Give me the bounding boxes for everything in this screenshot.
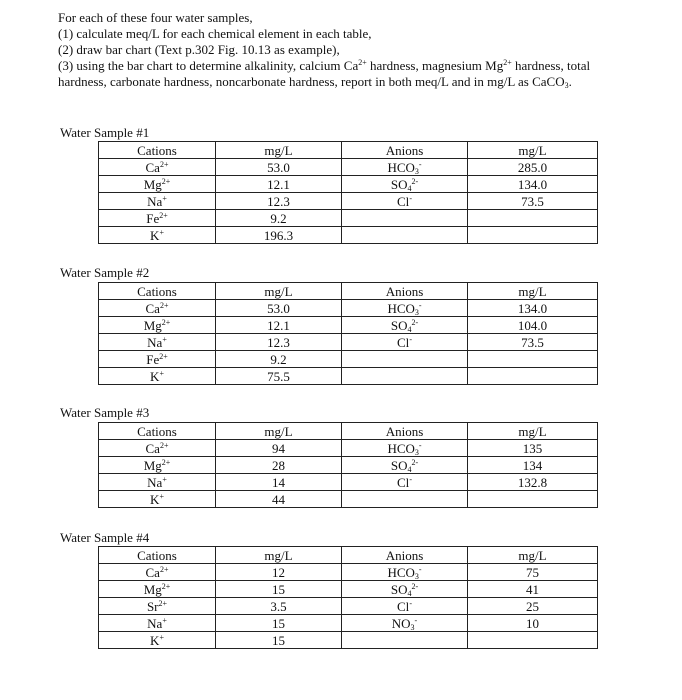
- cation-mgl-cell: 12.1: [216, 317, 342, 334]
- cation-symbol: Ca: [145, 159, 160, 175]
- header-anions: Anions: [342, 423, 468, 440]
- table-header-row: [99, 547, 598, 564]
- cation-charge: 2+: [159, 300, 169, 310]
- anion-symbol: HCO: [387, 159, 415, 175]
- cation-symbol: Ca: [145, 440, 160, 456]
- header-anions: Anions: [342, 547, 468, 564]
- cation-symbol: K: [150, 491, 160, 507]
- anion-subscript: 3: [410, 622, 415, 632]
- table-header-row: [99, 423, 598, 440]
- instruction-line-1: For each of these four water samples,: [58, 10, 253, 25]
- anion-mgl-cell: 25: [468, 598, 598, 615]
- table-row: [99, 632, 598, 649]
- cation-cell: [99, 581, 216, 598]
- anion-charge: -: [409, 598, 412, 608]
- cation-charge: 2+: [159, 440, 169, 450]
- anion-mgl-cell: 104.0: [468, 317, 598, 334]
- sample-table: [98, 422, 598, 508]
- cation-cell: [99, 210, 216, 227]
- anion-cell: [342, 564, 468, 581]
- cation-symbol: Ca: [145, 300, 160, 316]
- anion-symbol: NO: [391, 615, 411, 631]
- cation-symbol: Na: [147, 193, 163, 209]
- cation-charge: 2+: [159, 351, 168, 361]
- anion-symbol: HCO: [387, 440, 415, 456]
- cation-cell: [99, 632, 216, 649]
- cation-symbol: Mg: [143, 457, 162, 473]
- cation-cell: [99, 474, 216, 491]
- anion-charge: -: [418, 564, 422, 574]
- cation-mgl-cell: 3.5: [216, 598, 342, 615]
- cation-mgl-cell: 12: [216, 564, 342, 581]
- anion-mgl-cell: [468, 227, 598, 244]
- anion-symbol: SO: [390, 317, 408, 333]
- anion-mgl-cell: [468, 491, 598, 508]
- anion-cell: [342, 474, 468, 491]
- cation-cell: [99, 598, 216, 615]
- cation-cell: [99, 300, 216, 317]
- cation-mgl-cell: 15: [216, 615, 342, 632]
- anion-mgl-cell: 10: [468, 615, 598, 632]
- cation-cell: [99, 193, 216, 210]
- anion-mgl-cell: [468, 632, 598, 649]
- cation-cell: [99, 317, 216, 334]
- header-cation-mgl: mg/L: [216, 423, 342, 440]
- cation-symbol: Fe: [146, 351, 160, 367]
- anion-cell: [342, 317, 468, 334]
- table-row: [99, 193, 598, 210]
- anion-cell: [342, 598, 468, 615]
- table-row: [99, 159, 598, 176]
- table-row: [99, 457, 598, 474]
- anion-symbol: Cl: [397, 334, 410, 350]
- table-row: [99, 615, 598, 632]
- anion-symbol: SO: [390, 457, 408, 473]
- header-anion-mgl: mg/L: [468, 423, 598, 440]
- anion-subscript: 4: [407, 183, 412, 193]
- cation-mgl-cell: 44: [216, 491, 342, 508]
- anion-symbol: SO: [390, 176, 408, 192]
- anion-charge: -: [418, 440, 422, 450]
- anion-mgl-cell: 134.0: [468, 176, 598, 193]
- cation-mgl-cell: 15: [216, 581, 342, 598]
- cation-symbol: Na: [147, 474, 163, 490]
- anion-cell: [342, 227, 468, 244]
- anion-cell: [342, 632, 468, 649]
- sample-table: [98, 282, 598, 385]
- anion-cell: [342, 193, 468, 210]
- header-anion-mgl: mg/L: [468, 547, 598, 564]
- table-row: [99, 564, 598, 581]
- anion-cell: [342, 176, 468, 193]
- cation-mgl-cell: 12.1: [216, 176, 342, 193]
- instruction-line-3: (2) draw bar chart (Text p.302 Fig. 10.13 as example),: [58, 42, 340, 57]
- anion-charge: -: [418, 300, 422, 310]
- anion-cell: [342, 210, 468, 227]
- anion-cell: [342, 581, 468, 598]
- header-cations: Cations: [99, 547, 216, 564]
- instruction-line-5: hardness, carbonate hardness, noncarbonate hardness, report in both meq/L and in mg/L as CaCO$_3$.: [58, 74, 572, 90]
- cation-mgl-cell: 9.2: [216, 351, 342, 368]
- anion-mgl-cell: 285.0: [468, 159, 598, 176]
- cation-cell: [99, 457, 216, 474]
- anion-charge: -: [409, 474, 412, 484]
- header-cations: Cations: [99, 142, 216, 159]
- anion-mgl-cell: [468, 368, 598, 385]
- cation-charge: 2+: [159, 210, 168, 220]
- header-cation-mgl: mg/L: [216, 142, 342, 159]
- cation-mgl-cell: 12.3: [216, 334, 342, 351]
- header-anion-mgl: mg/L: [468, 283, 598, 300]
- cation-charge: +: [162, 334, 167, 344]
- anion-subscript: 4: [407, 464, 412, 474]
- anion-cell: [342, 491, 468, 508]
- table-row: [99, 474, 598, 491]
- assignment-instructions: [58, 10, 678, 90]
- cation-mgl-cell: 28: [216, 457, 342, 474]
- sample-title: Water Sample #2: [60, 265, 150, 280]
- header-cation-mgl: mg/L: [216, 547, 342, 564]
- anion-charge: 2-: [411, 581, 419, 591]
- anion-mgl-cell: [468, 351, 598, 368]
- cation-cell: [99, 615, 216, 632]
- cation-symbol: K: [150, 227, 160, 243]
- cation-charge: +: [162, 474, 167, 484]
- header-anions: Anions: [342, 142, 468, 159]
- anion-subscript: 3: [414, 307, 419, 317]
- instruction-line-2: (1) calculate meq/L for each chemical element in each table,: [58, 26, 372, 41]
- cation-mgl-cell: 12.3: [216, 193, 342, 210]
- cation-charge: 2+: [159, 159, 169, 169]
- table-row: [99, 598, 598, 615]
- cation-cell: [99, 564, 216, 581]
- cation-mgl-cell: 196.3: [216, 227, 342, 244]
- cation-cell: [99, 159, 216, 176]
- cation-charge: 2+: [161, 176, 171, 186]
- sample-title: Water Sample #3: [60, 405, 150, 420]
- table-header-row: [99, 142, 598, 159]
- table-row: [99, 176, 598, 193]
- table-row: [99, 317, 598, 334]
- cation-symbol: Mg: [143, 581, 162, 597]
- anion-symbol: Cl: [397, 474, 410, 490]
- anion-subscript: 3: [414, 447, 419, 457]
- table-row: [99, 300, 598, 317]
- cation-charge: +: [159, 491, 164, 501]
- cation-mgl-cell: 9.2: [216, 210, 342, 227]
- anion-mgl-cell: 41: [468, 581, 598, 598]
- cation-charge: 2+: [161, 457, 171, 467]
- cation-symbol: Fe: [146, 210, 160, 226]
- anion-cell: [342, 334, 468, 351]
- cation-symbol: Na: [147, 334, 163, 350]
- anion-charge: -: [409, 334, 412, 344]
- sample-title: Water Sample #1: [60, 125, 150, 140]
- anion-cell: [342, 368, 468, 385]
- header-anion-mgl: mg/L: [468, 142, 598, 159]
- anion-mgl-cell: 135: [468, 440, 598, 457]
- cation-cell: [99, 227, 216, 244]
- cation-mgl-cell: 53.0: [216, 159, 342, 176]
- anion-mgl-cell: 73.5: [468, 334, 598, 351]
- anion-subscript: 3: [414, 166, 419, 176]
- anion-mgl-cell: 132.8: [468, 474, 598, 491]
- anion-charge: 2-: [411, 457, 419, 467]
- cation-symbol: Na: [147, 615, 163, 631]
- table-row: [99, 368, 598, 385]
- cation-charge: +: [159, 632, 164, 642]
- sample-table: [98, 546, 598, 649]
- anion-mgl-cell: 134: [468, 457, 598, 474]
- anion-mgl-cell: 134.0: [468, 300, 598, 317]
- cation-symbol: K: [150, 632, 160, 648]
- sample-title: Water Sample #4: [60, 530, 150, 545]
- cation-cell: [99, 368, 216, 385]
- cation-cell: [99, 334, 216, 351]
- instruction-line-4: (3) using the bar chart to determine alkalinity, calcium $Ca^{2+}$ hardness, magnesium $Mg^{2+}$ hardness, total: [58, 58, 591, 73]
- anion-mgl-cell: 73.5: [468, 193, 598, 210]
- table-row: [99, 351, 598, 368]
- cation-cell: [99, 440, 216, 457]
- anion-charge: 2-: [411, 176, 419, 186]
- header-cations: Cations: [99, 283, 216, 300]
- cation-charge: +: [159, 368, 164, 378]
- anion-mgl-cell: [468, 210, 598, 227]
- cation-charge: 2+: [161, 581, 171, 591]
- cation-cell: [99, 176, 216, 193]
- cation-charge: +: [162, 615, 167, 625]
- anion-cell: [342, 300, 468, 317]
- cation-charge: +: [159, 227, 164, 237]
- cation-symbol: K: [150, 368, 160, 384]
- anion-cell: [342, 440, 468, 457]
- cation-symbol: Mg: [143, 317, 162, 333]
- anion-subscript: 4: [407, 588, 412, 598]
- cation-cell: [99, 351, 216, 368]
- table-row: [99, 334, 598, 351]
- anion-cell: [342, 457, 468, 474]
- anion-charge: 2-: [411, 317, 419, 327]
- cation-mgl-cell: 53.0: [216, 300, 342, 317]
- table-row: [99, 491, 598, 508]
- header-cations: Cations: [99, 423, 216, 440]
- cation-symbol: Ca: [145, 564, 160, 580]
- anion-symbol: Cl: [397, 193, 410, 209]
- cation-mgl-cell: 94: [216, 440, 342, 457]
- anion-cell: [342, 159, 468, 176]
- table-header-row: [99, 283, 598, 300]
- anion-symbol: SO: [390, 581, 408, 597]
- header-anions: Anions: [342, 283, 468, 300]
- cation-charge: 2+: [159, 564, 169, 574]
- anion-symbol: Cl: [397, 598, 410, 614]
- cation-charge: +: [162, 193, 167, 203]
- table-row: [99, 440, 598, 457]
- table-row: [99, 210, 598, 227]
- cation-mgl-cell: 75.5: [216, 368, 342, 385]
- table-row: [99, 227, 598, 244]
- sample-table: [98, 141, 598, 244]
- anion-subscript: 3: [414, 571, 419, 581]
- anion-cell: [342, 351, 468, 368]
- cation-mgl-cell: 14: [216, 474, 342, 491]
- cation-cell: [99, 491, 216, 508]
- table-row: [99, 581, 598, 598]
- anion-cell: [342, 615, 468, 632]
- cation-symbol: Sr: [146, 598, 159, 614]
- cation-mgl-cell: 15: [216, 632, 342, 649]
- anion-charge: -: [414, 615, 418, 625]
- cation-charge: 2+: [161, 317, 171, 327]
- cation-symbol: Mg: [143, 176, 162, 192]
- anion-charge: -: [418, 159, 422, 169]
- anion-subscript: 4: [407, 324, 412, 334]
- cation-charge: 2+: [158, 598, 168, 608]
- header-cation-mgl: mg/L: [216, 283, 342, 300]
- anion-symbol: HCO: [387, 564, 415, 580]
- anion-charge: -: [409, 193, 412, 203]
- anion-symbol: HCO: [387, 300, 415, 316]
- anion-mgl-cell: 75: [468, 564, 598, 581]
